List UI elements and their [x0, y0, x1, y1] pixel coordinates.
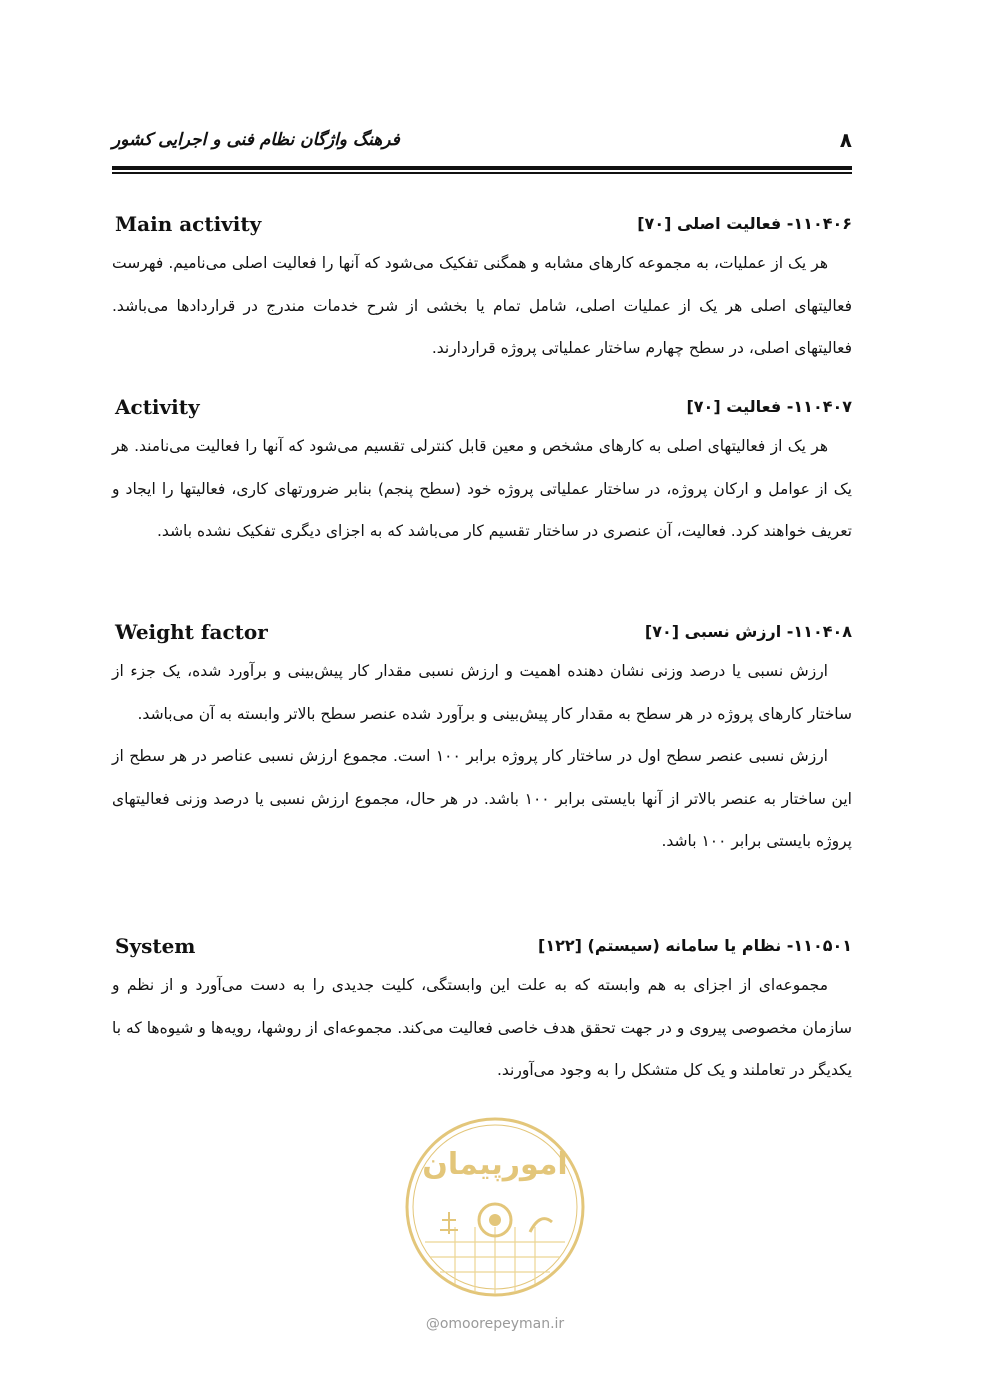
term-english: System — [115, 934, 196, 958]
term-persian: ۱۱۰۵۰۱- نظام یا سامانه (سیستم) [۱۲۲] — [538, 936, 852, 955]
watermark-caption: @omoorepeyman.ir — [425, 1316, 565, 1332]
term-persian: ۱۱۰۴۰۶- فعالیت اصلی [۷۰] — [637, 214, 852, 233]
term-persian: ۱۱۰۴۰۷- فعالیت [۷۰] — [686, 397, 852, 416]
entry-heading — [112, 395, 852, 425]
glossary-entry — [112, 395, 852, 553]
page-number: ۸ — [839, 128, 852, 152]
definition-paragraph: مجموعه‌ای از اجزای به هم وابسته که به علت این وابستگی، کلیت جدیدی را به دست می‌آورد و از نظم و سازمان مخصوصی پیروی و در جهت تحقق هدف خاصی فعالیت می‌کند. مجموعه‌ای از روشها، رویه‌ها و شیوه‌ها که با یکدیگر در تعاملند و یک کل متشکل را به وجود می‌آورند. — [112, 976, 852, 1079]
term-english: Activity — [115, 395, 200, 419]
entry-heading — [112, 620, 852, 650]
definition-paragraph: هر یک از عملیات، به مجموعه کارهای مشابه و همگنی تفکیک می‌شود که آنها را فعالیت اصلی می‌نامیم. فهرست فعالیتهای اصلی هر یک از عملیات اصلی، شامل تمام یا بخشی از شرح خدمات مندرج در قراردادها می‌باشد. فعالیتهای اصلی، در سطح چهارم ساختار عملیاتی پروژه قراردارند. — [112, 254, 852, 357]
header-rule-thick — [112, 166, 852, 170]
watermark-logo-text: امورپیمان — [422, 1147, 568, 1182]
term-english: Weight factor — [115, 620, 268, 644]
entry-heading — [112, 934, 852, 964]
term-english: Main activity — [115, 212, 262, 236]
page-header — [112, 124, 852, 164]
running-title: فرهنگ واژگان نظام فنی و اجرایی کشور — [112, 130, 400, 150]
header-rule-thin — [112, 172, 852, 174]
watermark-logo — [400, 1112, 590, 1302]
glossary-entry — [112, 934, 852, 1092]
entry-heading — [112, 212, 852, 242]
glossary-entry — [112, 212, 852, 370]
glossary-entry — [112, 620, 852, 863]
definition-paragraph: ارزش نسبی یا درصد وزنی نشان دهنده اهمیت و ارزش نسبی مقدار کار پیش‌بینی و برآورد شده، یک جزء از ساختار کارهای پروژه در هر سطح به مقدار کار پیش‌بینی و برآورد شده عنصر سطح بالاتر وابسته به آن می‌باشد. — [112, 662, 852, 723]
definition-paragraph: هر یک از فعالیتهای اصلی به کارهای مشخص و معین قابل کنترلی تقسیم می‌شود که آنها را فعالیت می‌نامند. هر یک از عوامل و ارکان پروژه، در ساختار عملیاتی پروژه خود (سطح پنجم) بنابر ضرورتهای کاری، فعالیتها را ایجاد و تعریف خواهند کرد. فعالیت، آن عنصری در ساختار تقسیم کار می‌باشد که به اجزای دیگری تفکیک نشده باشد. — [112, 437, 852, 540]
term-persian: ۱۱۰۴۰۸- ارزش نسبی [۷۰] — [644, 622, 852, 641]
definition-paragraph: ارزش نسبی عنصر سطح اول در ساختار کار پروژه برابر ۱۰۰ است. مجموع ارزش نسبی عناصر در هر سطح از این ساختار به عنصر بالاتر از آنها بایستی برابر ۱۰۰ باشد. در هر حال، مجموع ارزش نسبی یا درصد وزنی فعالیتهای پروژه بایستی برابر ۱۰۰ باشد. — [112, 747, 852, 850]
